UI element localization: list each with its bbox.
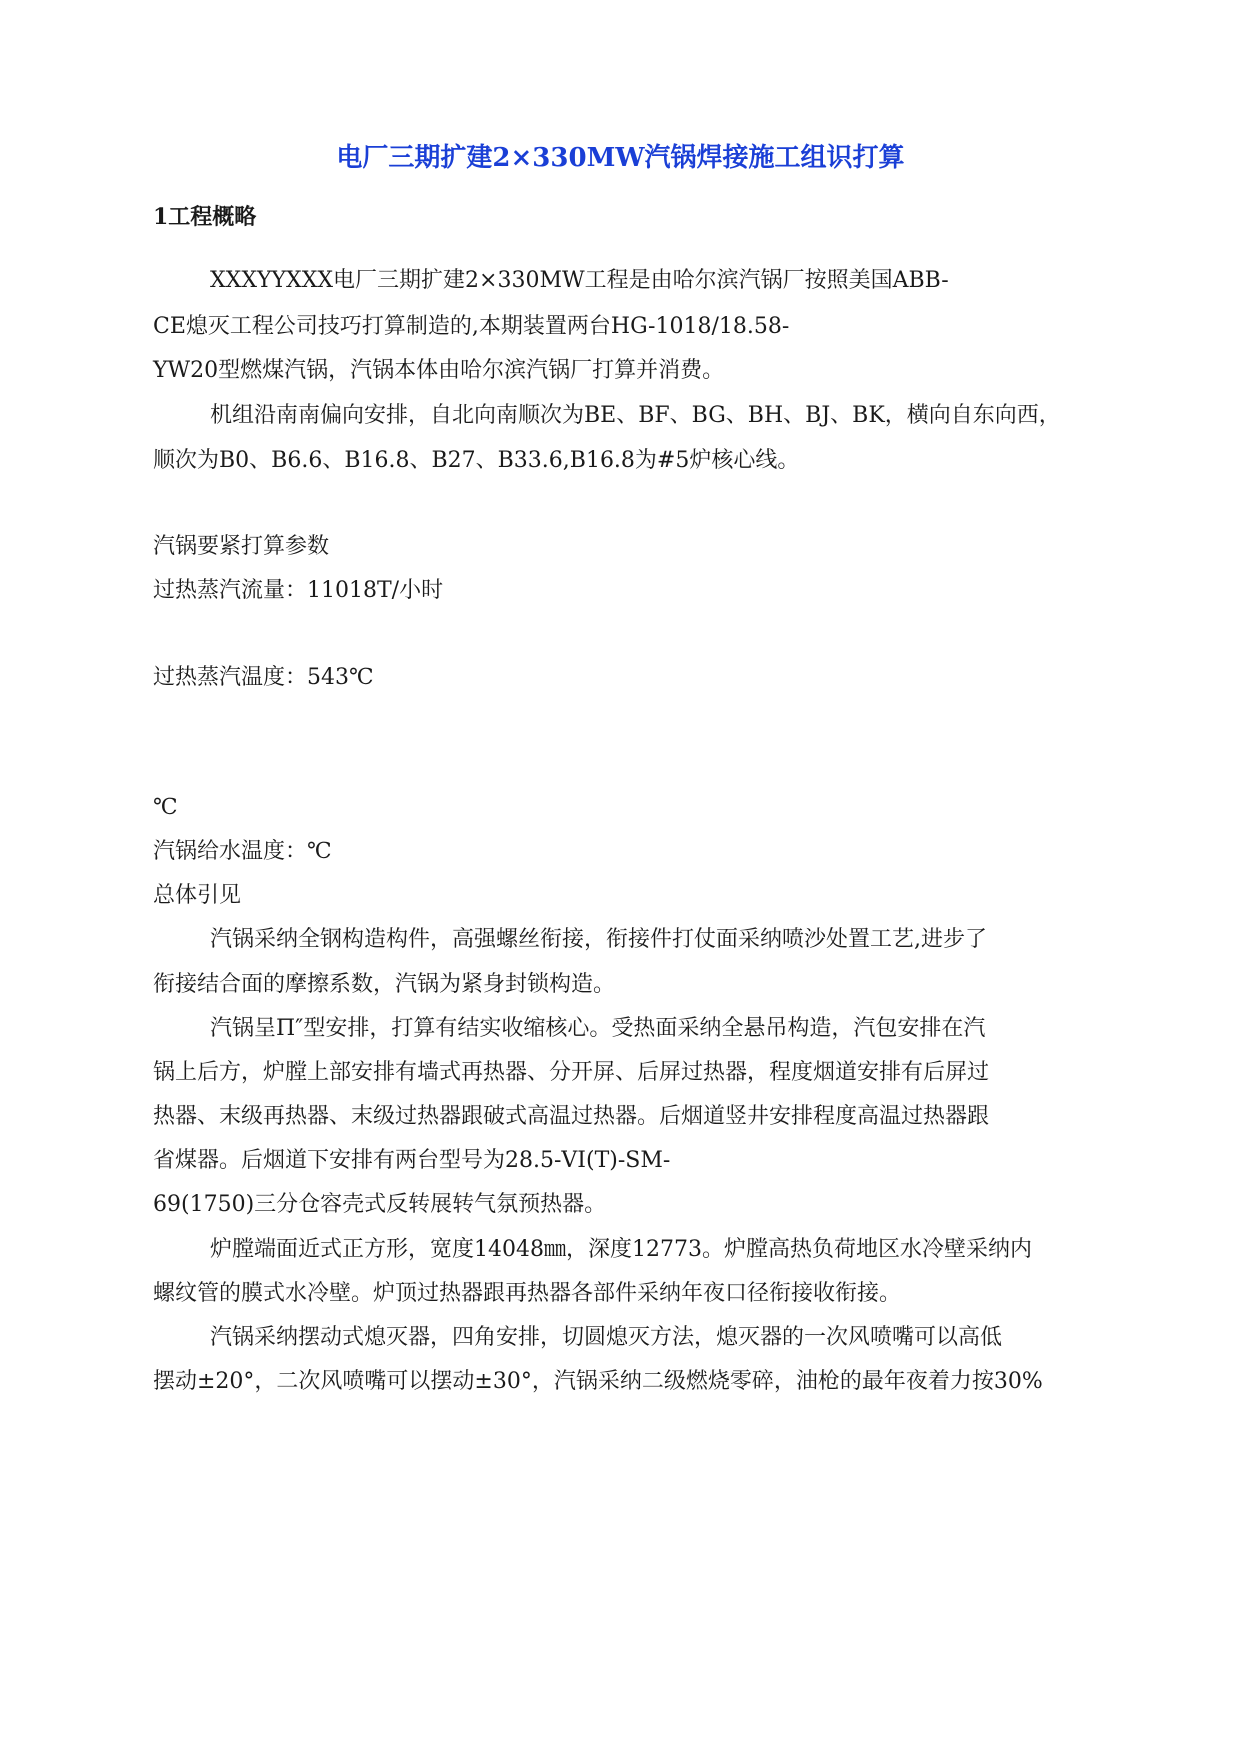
paragraph-line: 汽锅采纳摆动式熄灭器，四角安排，切圆熄灭方法，熄灭器的一次风喷嘴可以高低 — [210, 1325, 1003, 1350]
paragraph-line: YW20型燃煤汽锅，汽锅本体由哈尔滨汽锅厂打算并消费。 — [153, 358, 725, 383]
param-line: 过热蒸汽流量：11018T/小时 — [153, 578, 444, 603]
overview-heading: 总体引见 — [153, 883, 242, 908]
paragraph-line: 省煤器。后烟道下安排有两台型号为28.5-VI(T)-SM- — [153, 1148, 671, 1173]
paragraph-line: 螺纹管的膜式水冷壁。炉顶过热器跟再热器各部件采纳年夜口径衔接收衔接。 — [153, 1281, 902, 1306]
paragraph-line: 炉膛端面近式正方形，宽度14048㎜，深度12773。炉膛高热负荷地区水冷壁采纳内 — [210, 1237, 1032, 1262]
param-line: ℃ — [153, 795, 178, 820]
paragraph-line: 69(1750)三分仓容壳式反转展转气氛预热器。 — [153, 1192, 607, 1217]
param-line: 汽锅给水温度：℃ — [153, 839, 332, 864]
section-heading-overview: 1工程概略 — [153, 204, 257, 230]
paragraph-line: 汽锅采纳全钢构造构件，高强螺丝衔接，衔接件打仗面采纳喷沙处置工艺,进步了 — [210, 927, 987, 952]
paragraph-line: 摆动±20°，二次风喷嘴可以摆动±30°，汽锅采纳二级燃烧零碎，油枪的最年夜着力按30% — [153, 1369, 1043, 1394]
params-heading: 汽锅要紧打算参数 — [153, 534, 330, 559]
paragraph-line: 热器、末级再热器、末级过热器跟破式高温过热器。后烟道竖井安排程度高温过热器跟 — [153, 1104, 990, 1129]
paragraph-line: 顺次为B0、B6.6、B16.8、B27、B33.6,B16.8为#5炉核心线。 — [153, 448, 800, 473]
paragraph-line: CE熄灭工程公司技巧打算制造的,本期装置两台HG-1018/18.58- — [153, 314, 790, 339]
paragraph-line: 汽锅呈Π″型安排，打算有结实收缩核心。受热面采纳全悬吊构造，汽包安排在汽 — [210, 1016, 986, 1041]
paragraph-line: 锅上后方，炉膛上部安排有墙式再热器、分开屏、后屏过热器，程度烟道安排有后屏过 — [153, 1060, 990, 1085]
paragraph-line: 衔接结合面的摩擦系数，汽锅为紧身封锁构造。 — [153, 972, 616, 997]
param-line: 过热蒸汽温度：543℃ — [153, 665, 374, 690]
paragraph-line: 机组沿南南偏向安排，自北向南顺次为BE、BF、BG、BH、BJ、BK，横向自东向西， — [210, 403, 1061, 428]
document-title: 电厂三期扩建2×330MW汽锅焊接施工组识打算 — [336, 143, 905, 173]
paragraph-line: XXXYYXXX电厂三期扩建2×330MW工程是由哈尔滨汽锅厂按照美国ABB- — [210, 268, 949, 293]
